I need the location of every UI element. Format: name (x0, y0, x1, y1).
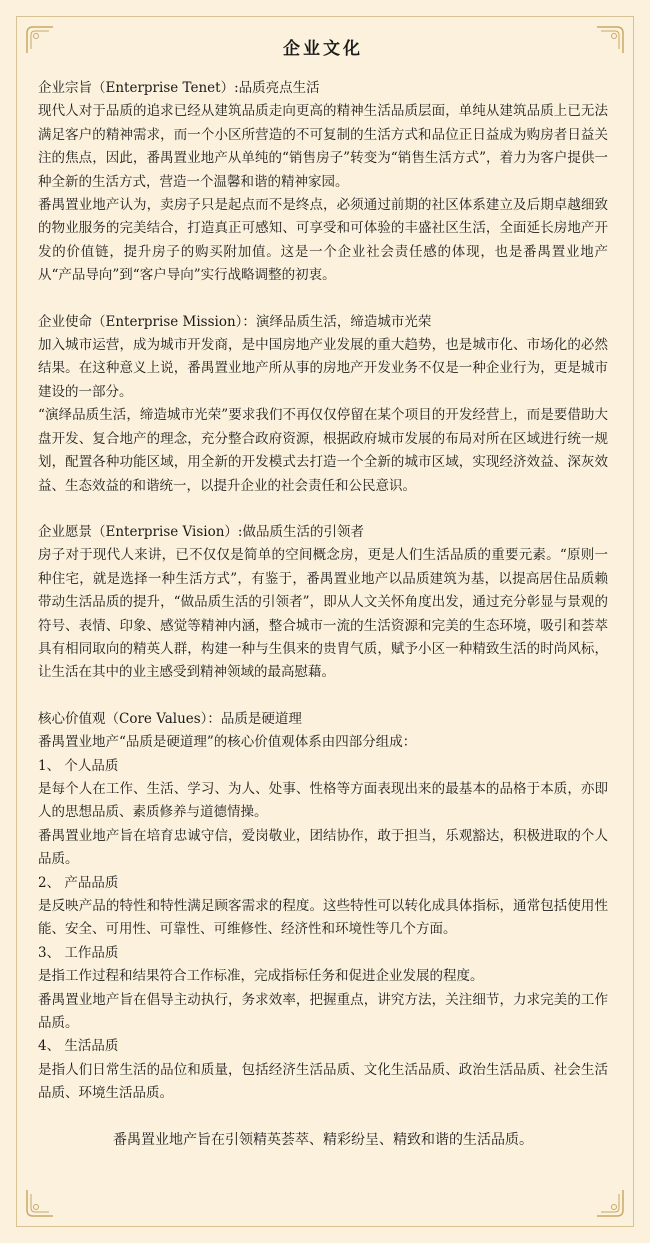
paragraph: “演绎品质生活，缔造城市光荣”要求我们不再仅仅停留在某个项目的开发经营上，而是要借助大盘开发、复合地产的理念，充分整合政府资源，根据政府城市发展的布局对所在区域进行统一规划，配置各种功能区域，用全新的开发模式去打造一个全新的城市区域，实现经济效益、深灰效益、生态效益的和谐统一，以提升企业的社会责任和公民意识。 (38, 407, 608, 494)
section-heading: 核心价值观（Core Values）：品质是硬道理 (38, 710, 302, 727)
corner-ornament-icon (25, 1188, 55, 1218)
paragraph: 加入城市运营，成为城市开发商，是中国房地产业发展的重大趋势，也是城市化、市场化的必然结果。在这种意义上说，番禺置业地产所从事的房地产开发业务不仅是一种企业行为，更是城市建设的一部分。 (38, 337, 608, 400)
paragraph: 番禺置业地产旨在倡导主动执行，务求效率，把握重点，讲究方法，关注细节，力求完美的工作品质。 (38, 991, 608, 1032)
list-heading: 1、 个人品质 (38, 757, 119, 774)
paragraph: 番禺置业地产“品质是硬道理”的核心价值观体系由四部分组成： (38, 734, 417, 751)
section-heading: 企业使命（Enterprise Mission）：演绎品质生活，缔造城市光荣 (38, 313, 432, 330)
paragraph: 是指人们日常生活的品位和质量，包括经济生活品质、文化生活品质、政治生活品质、社会生活品质、环境生活品质。 (38, 1061, 608, 1102)
paragraph: 是每个人在工作、生活、学习、为人、处事、性格等方面表现出来的最基本的品格于本质，亦即人的思想品质、素质修养与道德情操。 (38, 780, 608, 821)
paragraph: 番禺置业地产旨在培育忠诚守信，爱岗敬业，团结协作，敢于担当，乐观豁达，积极进取的个人品质。 (38, 827, 608, 868)
section-enterprise-tenet (38, 77, 608, 288)
section-core-values (38, 708, 608, 1106)
list-heading: 3、 工作品质 (38, 944, 119, 961)
list-heading: 2、 产品品质 (38, 874, 119, 891)
list-heading: 4、 生活品质 (38, 1038, 119, 1055)
document-content (38, 30, 608, 1152)
section-enterprise-mission (38, 311, 608, 498)
page-title: 企业文化 (283, 39, 363, 59)
paragraph: 是指工作过程和结果符合工作标准，完成指标任务和促进企业发展的程度。 (38, 968, 484, 985)
section-enterprise-vision (38, 521, 608, 685)
paragraph: 番禺置业地产认为，卖房子只是起点而不是终点，必须通过前期的社区体系建立及后期卓越细致的物业服务的完美结合，打造真正可感知、可享受和可体验的丰盛社区生活，全面延长房地产开发的价值链，提升房子的购买附加值。这是一个企业社会责任感的体现，也是番禺置业地产从“产品导向”到“客户导向”实行战略调整的初衷。 (38, 197, 608, 284)
paragraph: 是反映产品的特性和特性满足顾客需求的程度。这些特性可以转化成具体指标，通常包括使用性能、安全、可用性、可靠性、可维修性、经济性和环境性等几个方面。 (38, 898, 608, 938)
paragraph: 房子对于现代人来讲，已不仅仅是简单的空间概念房，更是人们生活品质的重要元素。“原则一种住宅，就是选择一种生活方式”，有鉴于，番禺置业地产以品质建筑为基，以提高居住品质赖带动生活品质的提升，“做品质生活的引领者”，即从人文关怀角度出发，通过充分彰显与景观的符号、表情、印象、感觉等精神内涵，整合城市一流的生活资源和完美的生态环境，吸引和荟萃具有相同取向的精英人群，构建一种与生俱来的贵胄气质，赋予小区一种精致生活的时尚风标，让生活在其中的业主感受到精神领域的最高慰藉。 (38, 547, 608, 681)
section-heading: 企业愿景（Enterprise Vision）:做品质生活的引领者 (38, 523, 364, 540)
paragraph: 现代人对于品质的追求已经从建筑品质走向更高的精神生活品质层面，单纯从建筑品质上已无法满足客户的精神需求，而一个小区所营造的不可复制的生活方式和品位正日益成为购房者日益关注的焦点，因此，番禺置业地产从单纯的“销售房子”转变为“销售生活方式”，着力为客户提供一种全新的生活方式，营造一个温馨和谐的精神家园。 (38, 103, 608, 190)
section-heading: 企业宗旨（Enterprise Tenet）:品质亮点生活 (38, 80, 320, 96)
closing-statement: 番禺置业地产旨在引领精英荟萃、精彩纷呈、精致和谐的生活品质。 (113, 1131, 533, 1148)
corner-ornament-icon (595, 1188, 625, 1218)
